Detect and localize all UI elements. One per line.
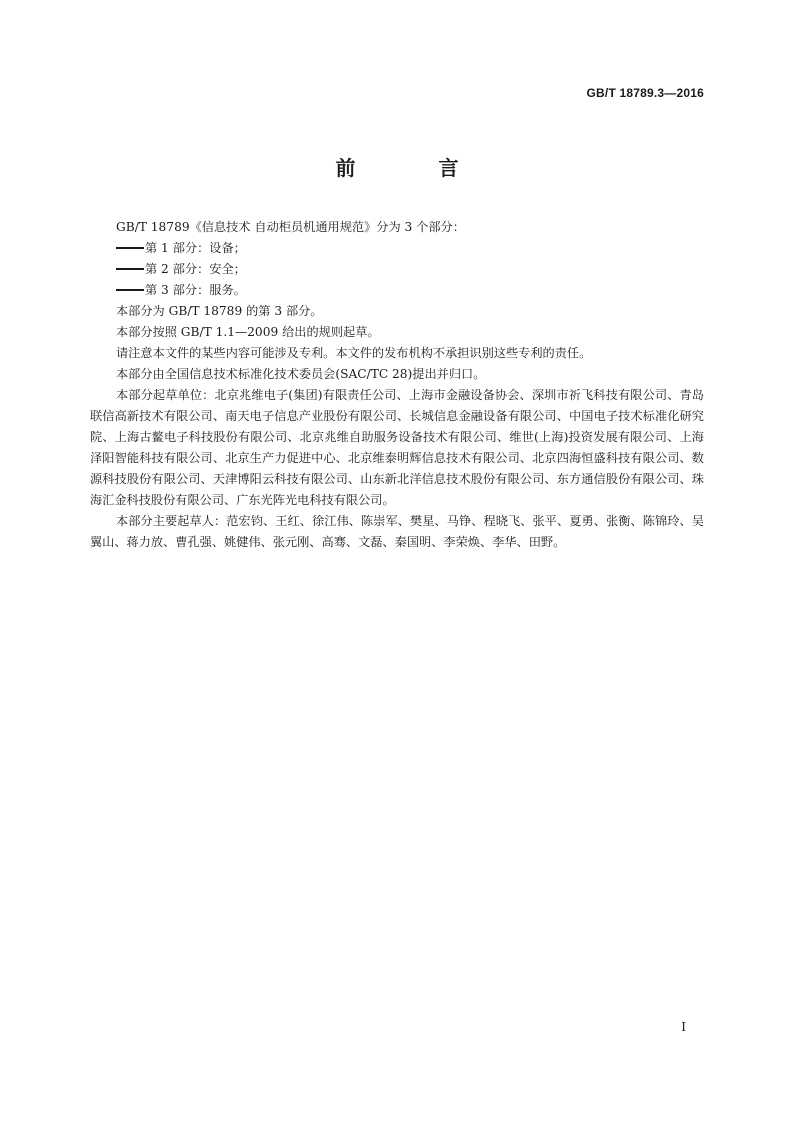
standard-code: GB/T 18789.3—2016 (586, 86, 704, 100)
proposed-by-paragraph: 本部分由全国信息技术标准化技术委员会(SAC/TC 28)提出并归口。 (116, 367, 486, 381)
part-2-label: 第 2 部分：安全； (145, 262, 246, 276)
foreword-body (90, 217, 704, 553)
part-1-label: 第 1 部分：设备； (145, 241, 246, 255)
this-part-paragraph: 本部分为 GB/T 18789 的第 3 部分。 (116, 304, 323, 318)
part-list-item-3 (90, 280, 704, 301)
drafting-units-paragraph: 本部分起草单位：北京兆维电子(集团)有限责任公司、上海市金融设备协会、深圳市祈飞科技有限公司、青岛联信高新技术有限公司、南天电子信息产业股份有限公司、长城信息金融设备有限公司、中国电子技术标准化研究院、上海古鳌电子科技股份有限公司、北京兆维自助服务设备技术有限公司、维世(上海)投资发展有限公司、上海泽阳智能科技有限公司、北京生产力促进中心、北京维泰明辉信息技术有限公司、北京四海恒盛科技有限公司、数源科技股份有限公司、天津博阳云科技有限公司、山东新北洋信息技术股份有限公司、东方通信股份有限公司、珠海汇金科技股份有限公司、广东光阵光电科技有限公司。 (90, 388, 704, 507)
intro-paragraph: GB/T 18789《信息技术 自动柜员机通用规范》分为 3 个部分： (116, 220, 465, 234)
dash-mark (116, 268, 144, 270)
part-list-item-2 (90, 259, 704, 280)
drafting-rule-paragraph: 本部分按照 GB/T 1.1—2009 给出的规则起草。 (116, 325, 380, 339)
part-3-label: 第 3 部分：服务。 (145, 283, 246, 297)
page-title: 前 言 (335, 156, 497, 180)
drafters-paragraph: 本部分主要起草人：范宏钧、王红、徐江伟、陈崇军、樊星、马铮、程晓飞、张平、夏勇、张衡、陈锦玲、吴翼山、蒋力放、曹孔强、姚健伟、张元刚、高骞、文磊、秦国明、李荣焕、李华、田野。 (90, 514, 704, 549)
dash-mark (116, 289, 144, 291)
dash-mark (116, 247, 144, 249)
patent-notice-paragraph: 请注意本文件的某些内容可能涉及专利。本文件的发布机构不承担识别这些专利的责任。 (116, 346, 592, 360)
page-number: I (681, 1020, 686, 1034)
part-list-item-1 (90, 238, 704, 259)
